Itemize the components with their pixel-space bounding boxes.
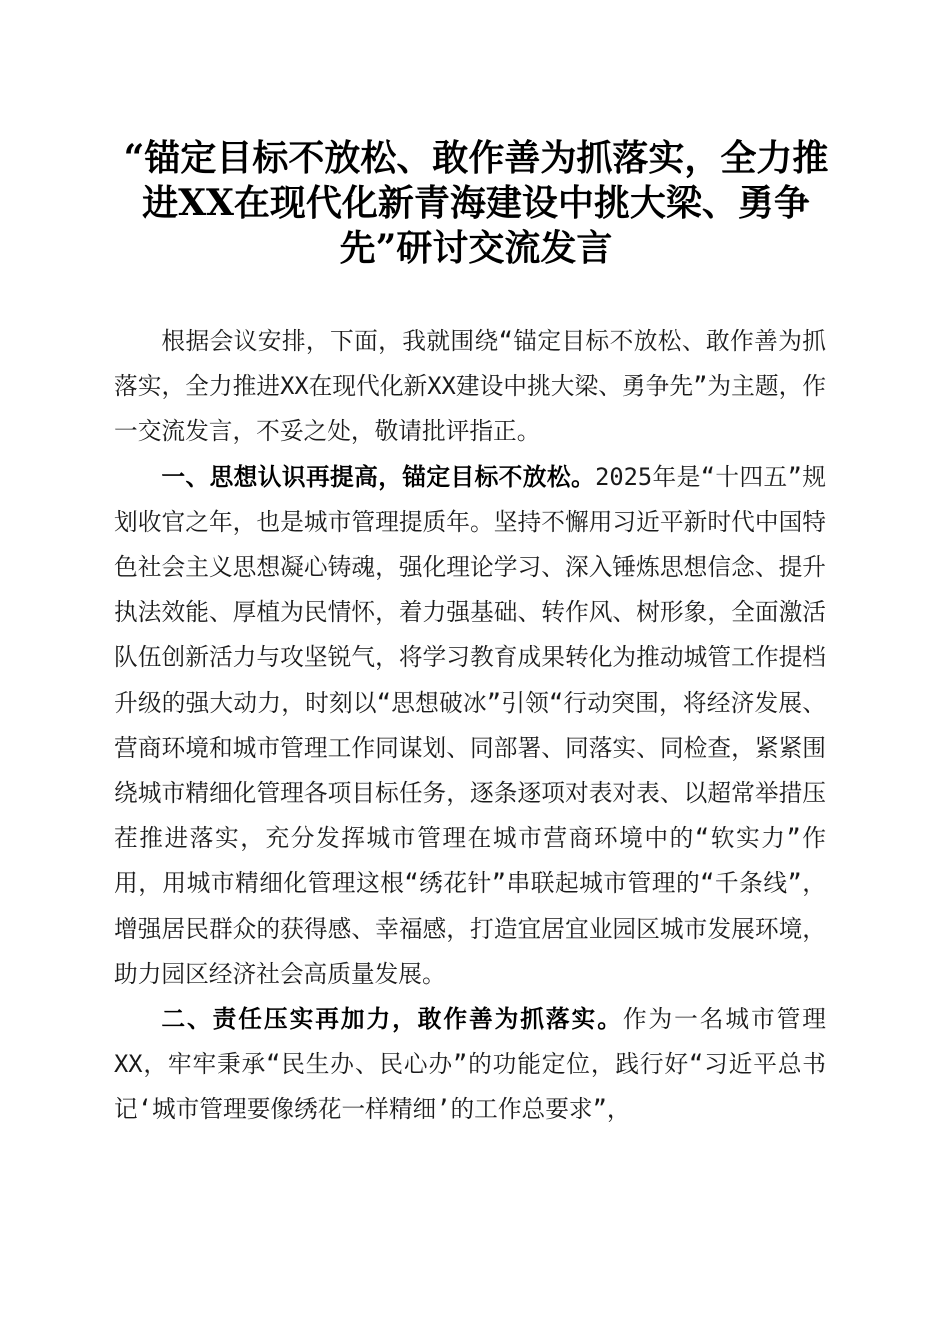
section-2-heading: 二、责任压实再加力，敢作善为抓落实。 bbox=[161, 1005, 623, 1034]
document-title: “锚定目标不放松、敢作善为抓落实，全力推进XX在现代化新青海建设中挑大梁、勇争先”研讨交流发言 bbox=[123, 137, 829, 269]
section-1-heading: 一、思想认识再提高，锚定目标不放松。 bbox=[161, 462, 596, 491]
section-1-text: 2025年是“十四五”规划收官之年，也是城市管理提质年。坚持不懈用习近平新时代中国特色社会主义思想凝心铸魂，强化理论学习、深入锤炼思想信念、提升执法效能、厚植为民情怀，着力强基础、转作风、树形象，全面激活队伍创新活力与攻坚锐气，将学习教育成果转化为推动城管工作提档升级的强大动力，时刻以“思想破冰”引领“行动突围，将经济发展、营商环境和城市管理工作同谋划、同部署、同落实、同检查，紧紧围绕城市精细化管理各项目标任务，逐条逐项对表对表、以超常举措压茬推进落实，充分发挥城市管理在城市营商环境中的“软实力”作用，用城市精细化管理这根“绣花针”串联起城市管理的“千条线”，增强居民群众的获得感、幸福感，打造宜居宜业园区城市发展环境，助力园区经济社会高质量发展。 bbox=[114, 462, 826, 988]
intro-paragraph: 根据会议安排，下面，我就围绕“锚定目标不放松、敢作善为抓落实，全力推进XX在现代化新XX建设中挑大梁、勇争先”为主题，作一交流发言，不妥之处，敬请批评指正。 bbox=[114, 327, 826, 446]
document-body bbox=[114, 319, 826, 1133]
section-1-paragraph bbox=[114, 455, 826, 997]
section-2-paragraph bbox=[114, 997, 826, 1133]
section-2-text: 作为一名城市管理XX，牢牢秉承“民生办、民心办”的功能定位，践行好“习近平总书记‘城市管理要像绣花一样精细’的工作总要求”， bbox=[114, 1005, 826, 1124]
